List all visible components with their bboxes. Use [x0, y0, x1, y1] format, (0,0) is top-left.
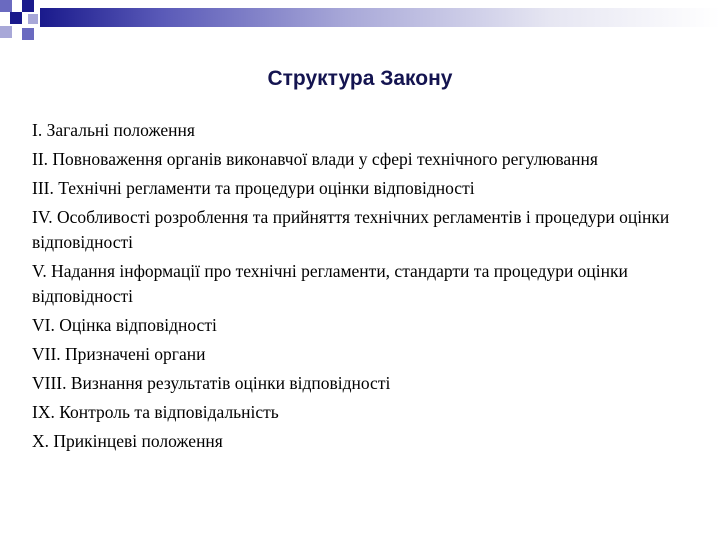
decor-square-top-left	[0, 0, 12, 12]
list-item: VI. Оцінка відповідності	[32, 315, 217, 335]
decor-square-top-mid	[22, 0, 34, 12]
list-item: VIII. Визнання результатів оцінки відповідності	[32, 373, 391, 393]
list-item: IX. Контроль та відповідальність	[32, 402, 279, 422]
slide-title	[0, 67, 720, 91]
list-item: X. Прикінцеві положення	[32, 431, 223, 451]
decor-square-bottom-mid	[22, 28, 34, 40]
slide-title-text: Структура Закону	[267, 67, 453, 90]
decor-gradient-bar	[40, 8, 720, 27]
law-structure-list	[32, 118, 682, 458]
list-item: II. Повноваження органів виконавчої влади у сфері технічного регулювання	[32, 149, 598, 169]
list-item: I. Загальні положення	[32, 120, 195, 140]
list-item: VII. Призначені органи	[32, 344, 206, 364]
decor-square-mid-right	[28, 14, 38, 24]
slide-header-decoration	[0, 0, 720, 45]
decor-square-mid-left	[10, 12, 22, 24]
list-item: V. Надання інформації про технічні регламенти, стандарти та процедури оцінки відповідності	[32, 261, 628, 306]
list-item: IV. Особливості розроблення та прийняття технічних регламентів і процедури оцінки відповідності	[32, 207, 670, 252]
decor-square-bottom-left	[0, 26, 12, 38]
list-item: III. Технічні регламенти та процедури оцінки відповідності	[32, 178, 475, 198]
